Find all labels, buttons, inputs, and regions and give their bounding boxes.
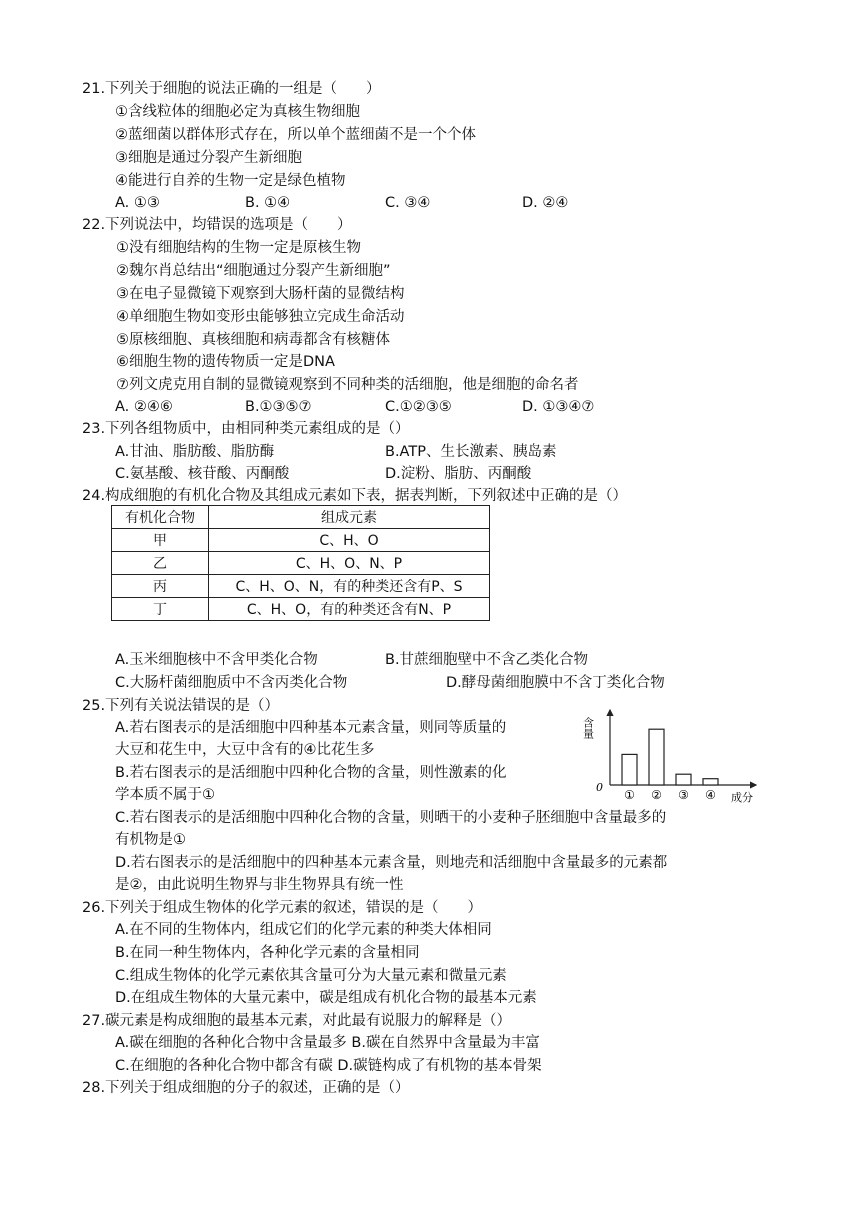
option-c-line2: 有机物是① xyxy=(115,832,186,848)
option-a: A.甘油、脂肪酸、脂肪酶 xyxy=(115,444,275,460)
option-d: D.在组成生物体的大量元素中，碳是组成有机化合物的最基本元素 xyxy=(115,990,537,1006)
option-a: A.在不同的生物体内，组成它们的化学元素的种类大体相同 xyxy=(115,922,492,938)
question-stem: 23.下列各组物质中，由相同种类元素组成的是（） xyxy=(82,421,410,437)
table-row xyxy=(112,552,490,575)
option-a-line2: 大豆和花生中，大豆中含有的④比花生多 xyxy=(115,742,375,758)
statement-item: ①含线粒体的细胞必定为真核生物细胞 xyxy=(115,104,360,120)
option-d: D. ①③④⑦ xyxy=(522,399,595,415)
bar-2 xyxy=(649,729,664,785)
statement-item: ⑤原核细胞、真核细胞和病毒都含有核糖体 xyxy=(116,332,390,348)
statement-item: ③细胞是通过分裂产生新细胞 xyxy=(115,150,302,166)
option-b: B. ①④ xyxy=(245,195,291,211)
option-c: C.组成生物体的化学元素依其含量可分为大量元素和微量元素 xyxy=(115,968,507,984)
statement-item: ③在电子显微镜下观察到大肠杆菌的显微结构 xyxy=(116,286,405,302)
options-line-2: C.在细胞的各种化合物中都含有碳 D.碳链构成了有机物的基本骨架 xyxy=(115,1058,542,1074)
table-header-cell: 有机化合物 xyxy=(112,506,209,529)
elements-table xyxy=(111,505,490,621)
table-row xyxy=(112,598,490,621)
option-b: B.①③⑤⑦ xyxy=(245,399,312,415)
question-stem: 24.构成细胞的有机化合物及其组成元素如下表，据表判断，下列叙述中正确的是（） xyxy=(82,488,628,504)
statement-item: ②魏尔肖总结出“细胞通过分裂产生新细胞” xyxy=(116,263,391,279)
bar-4 xyxy=(703,779,718,785)
option-c: C.大肠杆菌细胞质中不含丙类化合物 xyxy=(115,675,348,691)
statement-item: ④单细胞生物如变形虫能够独立完成生命活动 xyxy=(116,309,405,325)
option-c: C. ③④ xyxy=(385,195,431,211)
question-stem: 22.下列说法中，均错误的选项是（ ） xyxy=(82,217,352,233)
question-stem: 21.下列关于细胞的说法正确的一组是（ ） xyxy=(82,81,381,97)
option-b: B.ATP、生长激素、胰岛素 xyxy=(385,444,557,460)
option-d-line1: D.若右图表示的是活细胞中的四种基本元素含量，则地壳和活细胞中含量最多的元素都 xyxy=(115,855,668,871)
y-axis-label: 含量 xyxy=(581,717,595,739)
table-header-row xyxy=(112,506,490,529)
option-c: C.①②③⑤ xyxy=(385,399,452,415)
table-cell: C、H、O、N，有的种类还含有P、S xyxy=(209,575,490,598)
option-b-line1: B.若右图表示的是活细胞中四种化合物的含量，则性激素的化 xyxy=(115,765,507,781)
option-c-line1: C.若右图表示的是活细胞中四种化合物的含量，则晒干的小麦种子胚细胞中含量最多的 xyxy=(115,810,667,826)
option-b: B.甘蔗细胞壁中不含乙类化合物 xyxy=(385,652,589,668)
tick-label: ④ xyxy=(705,788,716,802)
table-header-cell: 组成元素 xyxy=(209,506,490,529)
x-axis-label: 成分 xyxy=(731,791,753,804)
bar-1 xyxy=(622,754,637,785)
option-b: B.在同一种生物体内，各种化学元素的含量相同 xyxy=(115,945,420,961)
bar-group xyxy=(622,729,718,802)
bar-3 xyxy=(676,774,691,785)
table-cell: 丙 xyxy=(112,575,209,598)
table-cell: 乙 xyxy=(112,552,209,575)
option-d-line2: 是②，由此说明生物界与非生物界具有统一性 xyxy=(115,877,404,893)
table-cell: 丁 xyxy=(112,598,209,621)
option-a: A.玉米细胞核中不含甲类化合物 xyxy=(115,652,318,668)
option-c: C.氨基酸、核苷酸、丙酮酸 xyxy=(115,466,290,482)
option-a: A. ①③ xyxy=(115,195,160,211)
option-d: D.酵母菌细胞膜中不含丁类化合物 xyxy=(446,675,665,691)
option-b-line2: 学本质不属于① xyxy=(115,787,215,803)
statement-item: ②蓝细菌以群体形式存在，所以单个蓝细菌不是一个个体 xyxy=(115,127,476,143)
question-stem: 25.下列有关说法错误的是（） xyxy=(82,698,280,714)
tick-label: ③ xyxy=(678,788,689,802)
tick-label: ① xyxy=(624,788,635,802)
question-stem: 26.下列关于组成生物体的化学元素的叙述，错误的是（ ） xyxy=(82,900,483,916)
table-cell: C、H、O，有的种类还含有N、P xyxy=(209,598,490,621)
table-cell: C、H、O、N、P xyxy=(209,552,490,575)
options-line-1: A.碳在细胞的各种化合物中含量最多 B.碳在自然界中含量最为丰富 xyxy=(115,1035,540,1051)
option-d: D.淀粉、脂肪、丙酮酸 xyxy=(385,466,532,482)
tick-label: ② xyxy=(651,788,662,802)
statement-item: ⑦列文虎克用自制的显微镜观察到不同种类的活细胞，他是细胞的命名者 xyxy=(116,377,579,393)
table-cell: C、H、O xyxy=(209,529,490,552)
question-stem: 28.下列关于组成细胞的分子的叙述，正确的是（） xyxy=(82,1080,410,1096)
table-row xyxy=(112,529,490,552)
origin-label: 0 xyxy=(596,781,603,794)
option-a-line1: A.若右图表示的是活细胞中四种基本元素含量，则同等质量的 xyxy=(115,720,507,736)
content-bar-chart xyxy=(581,705,768,805)
table-row xyxy=(112,575,490,598)
statement-item: ①没有细胞结构的生物一定是原核生物 xyxy=(116,240,361,256)
option-a: A. ②④⑥ xyxy=(115,399,173,415)
question-stem: 27.碳元素是构成细胞的最基本元素，对此最有说服力的解释是（） xyxy=(82,1013,512,1029)
statement-item: ④能进行自养的生物一定是绿色植物 xyxy=(115,173,346,189)
option-d: D. ②④ xyxy=(522,195,569,211)
statement-item: ⑥细胞生物的遗传物质一定是DNA xyxy=(116,354,335,370)
table-cell: 甲 xyxy=(112,529,209,552)
